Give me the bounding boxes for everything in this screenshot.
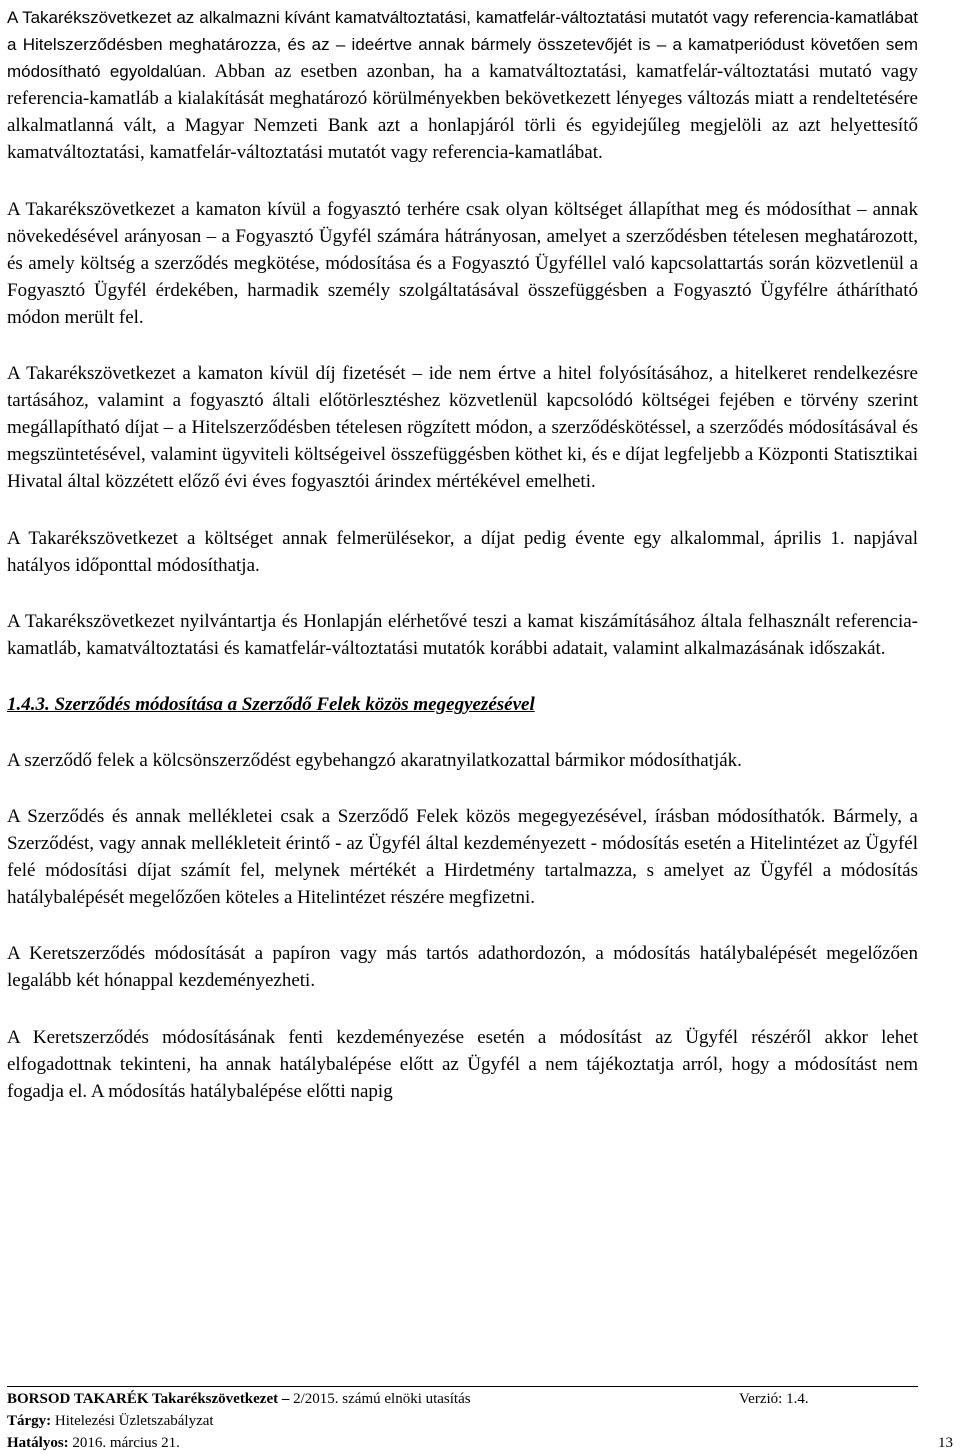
footer-line-1: BORSOD TAKARÉK Takarékszövetkezet – 2/2015. számú elnöki utasítás Verzió: 1.4. bbox=[7, 1388, 957, 1410]
spacer bbox=[7, 496, 918, 525]
footer-version: Verzió: 1.4. bbox=[739, 1391, 809, 1407]
footer-subject: Hitelezési Üzletszabályzat bbox=[54, 1413, 214, 1429]
paragraph-6: A szerződő felek a kölcsönszerződést egybehangzó akaratnyilatkozattal bármikor módosíthatják. bbox=[7, 749, 742, 771]
footer-subject-label: Tárgy: bbox=[7, 1413, 52, 1429]
section-number: 1.4.3. bbox=[7, 693, 50, 715]
footer-circular: 2/2015. számú elnöki utasítás bbox=[293, 1391, 471, 1407]
footer-effective-date: 2016. március 21. bbox=[72, 1435, 180, 1451]
spacer bbox=[7, 579, 918, 608]
footer-line-3 bbox=[7, 1432, 957, 1454]
footer-org: BORSOD TAKARÉK Takarékszövetkezet bbox=[7, 1391, 279, 1407]
paragraph-7: A Szerződés és annak mellékletei csak a Szerződő Felek közös megegyezésével, írásban módosíthatók. Bármely, a Szerződést, vagy annak mellékleteit érintő - az Ügyfél által kezdeményezett - módosítás esetén a Hitelintézet az Ügyfél felé módosítási díjat számít fel, melynek mértékét a Hirdetmény tartalmazza, s amelyet az Ügyfél a módosítás hatálybalépését megelőzően köteles a Hitelintézet részére megfizetni. bbox=[7, 805, 918, 909]
section-title: Szerződés módosítása a Szerződő Felek közös megegyezésével bbox=[54, 693, 535, 715]
paragraph-5: A Takarékszövetkezet nyilvántartja és Honlapján elérhetővé teszi a kamat kiszámításához általa felhasznált referencia-kamatláb, kamatváltoztatási és kamatfelár-változtatási mutatók korábbi adatait, valamint alkalmazásának időszakát. bbox=[7, 610, 918, 659]
paragraph-4: A Takarékszövetkezet a költséget annak felmerülésekor, a díjat pedig évente egy alkalommal, április 1. napjával hatályos időponttal módosíthatja. bbox=[7, 527, 918, 576]
paragraph-2: A Takarékszövetkezet a kamaton kívül a fogyasztó terhére csak olyan költséget állapíthat meg és módosíthat – annak növekedésével arányosan – a Fogyasztó Ügyfél számára hátrányosan, amelyet a szerződésben tételesen meghatározott, és amely költség a szerződés megkötése, módosítása és a Fogyasztó Ügyféllel való kapcsolattartás során közvetlenül a Fogyasztó Ügyfél érdekében, harmadik személy szolgáltatásával összefüggésben a Fogyasztó Ügyfélre áthárítható módon merült fel. bbox=[7, 198, 918, 328]
paragraph-8: A Keretszerződés módosítását a papíron vagy más tartós adathordozón, a módosítás hatálybalépését megelőzően legalább két hónappal kezdeményezheti. bbox=[7, 943, 918, 992]
spacer bbox=[7, 331, 918, 360]
spacer bbox=[7, 662, 918, 691]
spacer bbox=[7, 911, 918, 940]
page-footer bbox=[7, 1388, 957, 1454]
paragraph-1 bbox=[7, 4, 918, 167]
footer-line-2 bbox=[7, 1410, 957, 1432]
paragraph-3: A Takarékszövetkezet a kamaton kívül díj fizetését – ide nem értve a hitel folyósításához, a hitelkeret rendelkezésre tartásához, valamint a fogyasztó általi előtörlesztéshez közvetlenül kapcsolódó költségei fejében e törvény szerint megállapítható díjat – a Hitelszerződésben tételesen rögzített módon, a szerződéskötéssel, a szerződés módosításával és megszüntetésével, valamint ügyviteli költségeivel összefüggésben köthet ki, és e díjat legfeljebb a Központi Statisztikai Hivatal által közzétett előző évi éves fogyasztói árindex mértékével emelheti. bbox=[7, 363, 918, 493]
spacer bbox=[7, 995, 918, 1024]
page-number: 13 bbox=[938, 1435, 953, 1451]
paragraph-1-sans-part: A Takarékszövetkezet az alkalmazni kívánt kamatváltoztatási, kamatfelár-változtatási mutatót vagy referencia-kamatlábat a Hitelszerződésben meghatározza, és az – ideértve annak bármely összetevőjét is – a kamatperiódust követően sem módosítható egyoldalúan. bbox=[7, 8, 918, 82]
footer-effective-label: Hatályos: bbox=[7, 1435, 69, 1451]
paragraph-9: A Keretszerződés módosításának fenti kezdeményezése esetén a módosítást az Ügyfél részéről akkor lehet elfogadottnak tekinteni, ha annak hatálybalépése előtt az Ügyfél a nem tájékoztatja arról, hogy a módosítást nem fogadja el. A módosítás hatálybalépése előtti napig bbox=[7, 1026, 918, 1102]
section-heading bbox=[7, 691, 918, 718]
spacer bbox=[7, 167, 918, 196]
spacer bbox=[7, 718, 918, 747]
spacer bbox=[7, 774, 918, 803]
footer-divider bbox=[7, 1386, 918, 1387]
document-page bbox=[7, 0, 918, 1105]
paragraph-1-serif-part: Abban az esetben azonban, ha a kamatváltoztatási, kamatfelár-változtatási mutató vagy referencia-kamatláb a kialakítását meghatározó körülményekben bekövetkezett lényeges változás miatt a rendeltetésére alkalmatlanná vált, a Magyar Nemzeti Bank azt a honlapjáról törli és egyidejűleg megjelöli az azt helyettesítő kamatváltoztatási, kamatfelár-változtatási mutatót vagy referencia-kamatlábat. bbox=[7, 61, 918, 164]
